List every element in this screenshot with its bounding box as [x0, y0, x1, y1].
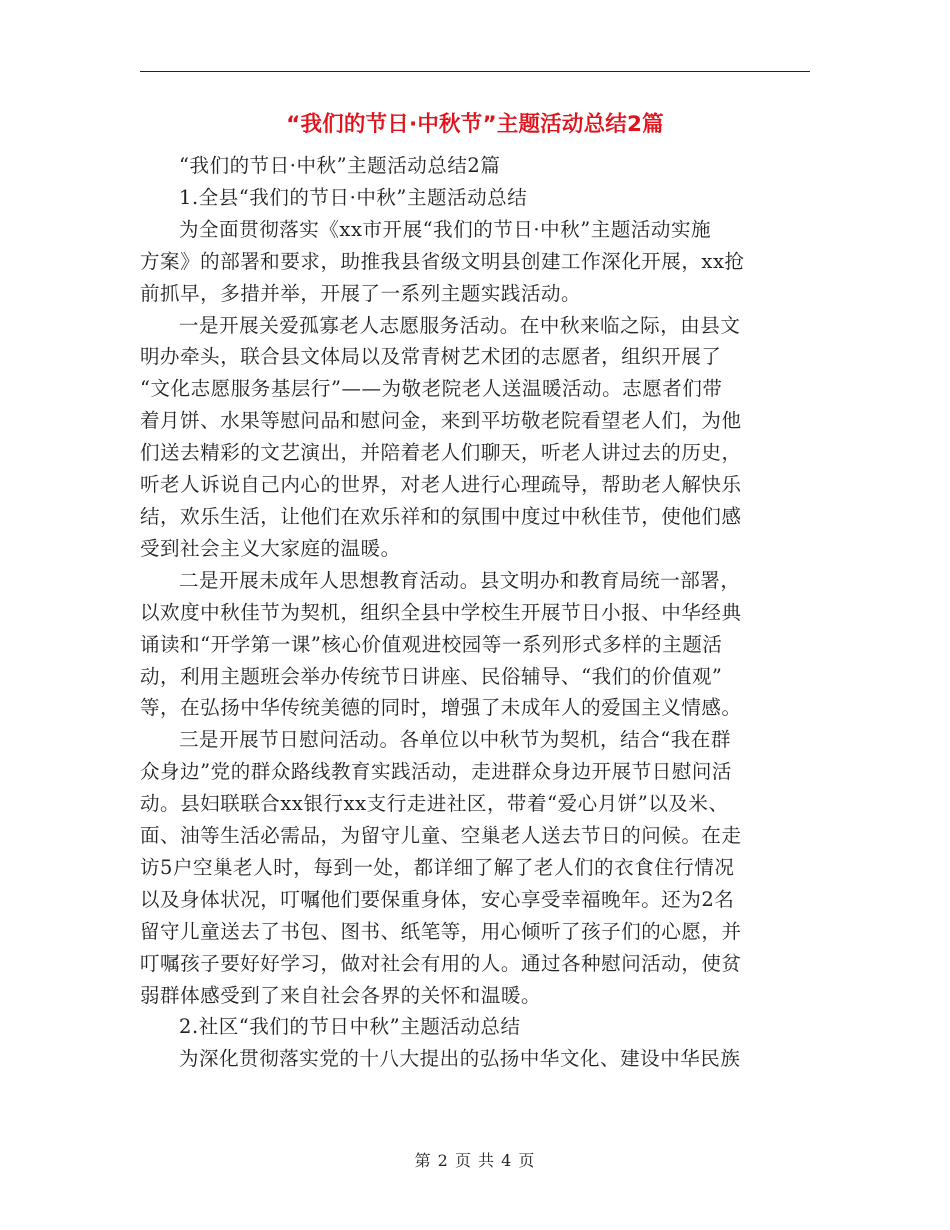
document-title: “我们的节日·中秋节”主题活动总结2篇 [286, 112, 664, 137]
paragraph-elderly-volunteer: 一是开展关爱孤寡老人志愿服务活动。在中秋来临之际，由县文 明办牵头，联合县文体局以及常青树艺术团的志愿者，组织开展了 “文化志愿服务基层行”——为敬老院老人送温暖活动。志愿者们带 着月饼、水果等慰问品和慰问金，来到平坊敬老院看望老人们，为他 们送去精彩的文艺演出，并陪着老人们聊天，听老人讲过去的历史， 听老人诉说自己内心的世界，对老人进行心理疏导，帮助老人解快乐 结，欢乐生活，让他们在欢乐祥和的氛围中度过中秋佳节，使他们感 受到社会主义大家庭的温暖。 [140, 313, 742, 560]
subtitle-paragraph: “我们的节日·中秋”主题活动总结2篇 [179, 154, 501, 177]
paragraph-community-intro: 为深化贯彻落实党的十八大提出的弘扬中华文化、建设中华民族 [179, 1047, 741, 1071]
paragraph-youth-education: 二是开展未成年人思想教育活动。县文明办和教育局统一部署， 以欢度中秋佳节为契机，组织全县中学校生开展节日小报、中华经典 诵读和“开学第一课”核心价值观进校园等一系列形式多样的主题活 动，利用主题班会举办传统节日讲座、民俗辅导、“我们的价值观” 等，在弘扬中华传统美德的同时，增强了未成年人的爱国主义情感。 [140, 568, 742, 720]
page-footer: 第 2 页 共 4 页 [414, 1151, 536, 1170]
document-body [140, 150, 810, 1075]
section-heading-1: 1.全县“我们的节日·中秋”主题活动总结 [179, 185, 528, 209]
paragraph-holiday-visits: 三是开展节日慰问活动。各单位以中秋节为契机，结合“我在群 众身边”党的群众路线教育实践活动，走进群众身边开展节日慰问活 动。县妇联联合xx银行xx支行走进社区，带着“爱心月饼”以及米、 面、油等生活必需品，为留守儿童、空巢老人送去节日的问候。在走 访5户空巢老人时，每到一处，都详细了解了老人们的衣食住行情况 以及身体状况，叮嘱他们要保重身体，安心享受幸福晚年。还为2名 留守儿童送去了书包、图书、纸笔等，用心倾听了孩子们的心愿，并 叮嘱孩子要好好学习，做对社会有用的人。通过各种慰问活动，使贫 弱群体感受到了来自社会各界的关怀和温暖。 [140, 728, 742, 1007]
section-heading-2: 2.社区“我们的节日中秋”主题活动总结 [179, 1015, 521, 1039]
intro-paragraph: 为全面贯彻落实《xx市开展“我们的节日·中秋”主题活动实施 方案》的部署和要求，助推我县省级文明县创建工作深化开展，xx抢 前抓早，多措并举，开展了一系列主题实践活动。 [140, 217, 745, 305]
header-rule [140, 71, 810, 72]
